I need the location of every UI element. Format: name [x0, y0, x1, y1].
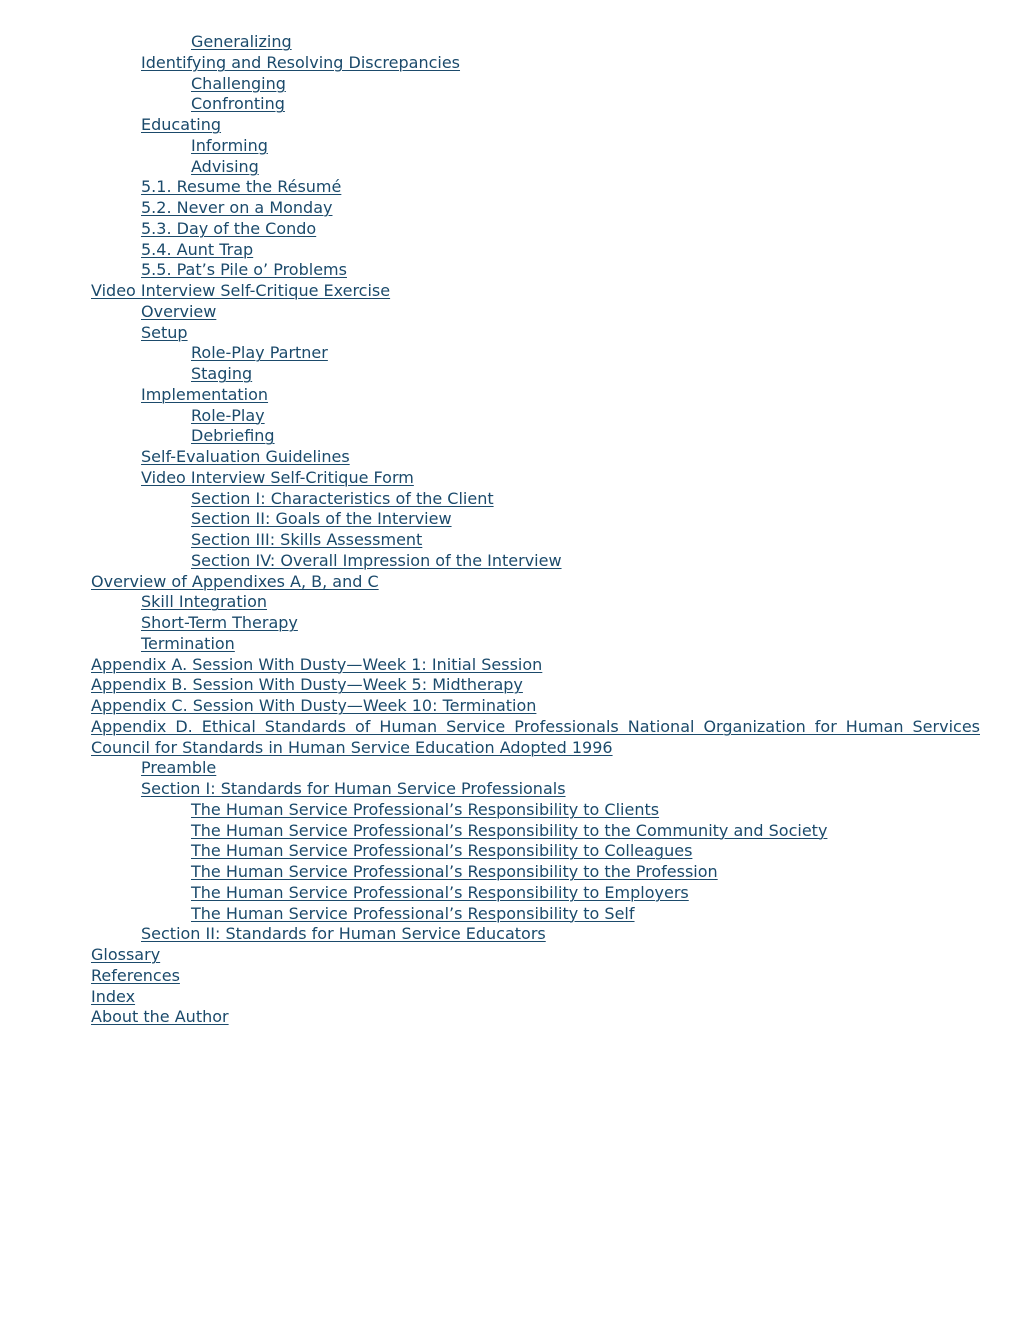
table-of-contents	[0, 32, 1020, 1028]
toc-entry-level-2	[0, 447, 1020, 468]
toc-link[interactable]: Challenging	[191, 73, 286, 93]
toc-link[interactable]: Video Interview Self-Critique Exercise	[91, 281, 391, 300]
toc-link[interactable]: The Human Service Professional’s Responsibility to Colleagues	[191, 841, 693, 861]
toc-entry-level-2	[0, 385, 1020, 406]
toc-entry-level-2	[0, 115, 1020, 136]
toc-entry-level-2	[0, 323, 1020, 344]
toc-link[interactable]: Preamble	[141, 758, 217, 778]
toc-entry-level-3	[0, 157, 1020, 178]
toc-entry-level-3	[0, 509, 1020, 530]
toc-link[interactable]: Video Interview Self-Critique Form	[141, 467, 414, 487]
toc-entry-level-3	[0, 94, 1020, 115]
toc-entry-level-3	[0, 364, 1020, 385]
toc-link[interactable]: Termination	[141, 633, 235, 653]
toc-link[interactable]: The Human Service Professional’s Responsibility to Clients	[191, 799, 660, 819]
toc-link[interactable]: Educating	[141, 115, 222, 134]
toc-link[interactable]: Role-Play Partner	[191, 343, 328, 363]
toc-link[interactable]: Debriefing	[191, 426, 275, 446]
toc-link[interactable]: Implementation	[141, 384, 269, 404]
toc-entry-level-1	[0, 675, 1020, 696]
toc-link[interactable]: Section II: Goals of the Interview	[191, 509, 452, 529]
toc-entry-level-2	[0, 302, 1020, 323]
toc-entry-level-3	[0, 862, 1020, 883]
toc-entry-level-3	[0, 841, 1020, 862]
toc-link[interactable]: The Human Service Professional’s Responsibility to Employers	[191, 882, 689, 902]
toc-entry-level-1	[0, 696, 1020, 717]
toc-link[interactable]: Glossary	[91, 945, 161, 964]
toc-link[interactable]: 5.1. Resume the Résumé	[141, 177, 342, 197]
toc-link[interactable]: Identifying and Resolving Discrepancies	[141, 52, 461, 72]
toc-link[interactable]: Generalizing	[191, 32, 292, 51]
toc-entry-level-2	[0, 468, 1020, 489]
toc-link[interactable]: Informing	[191, 135, 268, 155]
toc-link[interactable]: Index	[91, 986, 136, 1006]
toc-entry-level-2	[0, 177, 1020, 198]
toc-entry-level-2	[0, 758, 1020, 779]
toc-entry-level-2	[0, 924, 1020, 945]
toc-entry-level-3	[0, 136, 1020, 157]
toc-link[interactable]: Skill Integration	[141, 592, 268, 612]
toc-link[interactable]: Overview	[141, 301, 217, 321]
toc-entry-level-1	[0, 1007, 1020, 1028]
toc-link[interactable]: About the Author	[91, 1007, 229, 1027]
toc-entry-level-3	[0, 426, 1020, 447]
toc-entry-level-3	[0, 530, 1020, 551]
toc-link[interactable]: The Human Service Professional’s Responsibility to the Profession	[191, 862, 718, 881]
toc-link[interactable]: Advising	[191, 156, 259, 176]
toc-entry-level-3	[0, 551, 1020, 572]
toc-entry-level-1	[0, 945, 1020, 966]
toc-link[interactable]: 5.3. Day of the Condo	[141, 218, 317, 238]
toc-entry-level-3	[0, 800, 1020, 821]
toc-link[interactable]: Section I: Standards for Human Service Professionals	[141, 779, 566, 798]
toc-link[interactable]: Self-Evaluation Guidelines	[141, 447, 350, 466]
toc-entry-level-1	[0, 655, 1020, 676]
toc-link[interactable]: 5.5. Pat’s Pile o’ Problems	[141, 260, 347, 280]
toc-entry-level-3	[0, 883, 1020, 904]
toc-entry-level-2	[0, 53, 1020, 74]
toc-entry-level-1	[0, 717, 1020, 759]
toc-entry-level-2	[0, 260, 1020, 281]
toc-entry-level-2	[0, 592, 1020, 613]
toc-entry-level-1	[0, 966, 1020, 987]
toc-link[interactable]: Short-Term Therapy	[141, 613, 298, 632]
toc-link[interactable]: Appendix B. Session With Dusty—Week 5: Midtherapy	[91, 675, 523, 695]
toc-entry-level-2	[0, 634, 1020, 655]
toc-link[interactable]: Appendix D. Ethical Standards of Human Service Professionals National Organization for Human Services Council for Standards in Human Service Education Adopted 1996	[91, 716, 980, 757]
toc-entry-level-2	[0, 779, 1020, 800]
toc-link[interactable]: Overview of Appendixes A, B, and C	[91, 571, 379, 591]
toc-link[interactable]: 5.2. Never on a Monday	[141, 198, 333, 217]
toc-link[interactable]: Confronting	[191, 94, 285, 114]
toc-link[interactable]: Setup	[141, 322, 188, 342]
toc-link[interactable]: The Human Service Professional’s Responsibility to Self	[191, 903, 635, 923]
toc-link[interactable]: Appendix C. Session With Dusty—Week 10: Termination	[91, 696, 537, 715]
toc-entry-level-2	[0, 198, 1020, 219]
toc-entry-level-2	[0, 613, 1020, 634]
toc-link[interactable]: Section IV: Overall Impression of the Interview	[191, 550, 562, 570]
toc-link[interactable]: References	[91, 965, 180, 985]
toc-entry-level-3	[0, 74, 1020, 95]
toc-entry-level-3	[0, 489, 1020, 510]
toc-link[interactable]: Role-Play	[191, 405, 265, 425]
toc-entry-level-3	[0, 821, 1020, 842]
toc-entry-level-2	[0, 240, 1020, 261]
toc-link[interactable]: Section III: Skills Assessment	[191, 530, 423, 549]
toc-link[interactable]: Section I: Characteristics of the Client	[191, 488, 494, 508]
toc-entry-level-1	[0, 572, 1020, 593]
toc-link[interactable]: The Human Service Professional’s Responsibility to the Community and Society	[191, 820, 828, 840]
toc-entry-level-1	[0, 281, 1020, 302]
toc-entry-level-3	[0, 406, 1020, 427]
toc-entry-level-3	[0, 904, 1020, 925]
toc-link[interactable]: Appendix A. Session With Dusty—Week 1: Initial Session	[91, 654, 543, 674]
toc-entry-level-2	[0, 219, 1020, 240]
toc-link[interactable]: 5.4. Aunt Trap	[141, 239, 254, 259]
toc-entry-level-3	[0, 32, 1020, 53]
toc-entry-level-3	[0, 343, 1020, 364]
toc-entry-level-1	[0, 987, 1020, 1008]
toc-link[interactable]: Section II: Standards for Human Service Educators	[141, 924, 546, 944]
toc-link[interactable]: Staging	[191, 364, 253, 383]
